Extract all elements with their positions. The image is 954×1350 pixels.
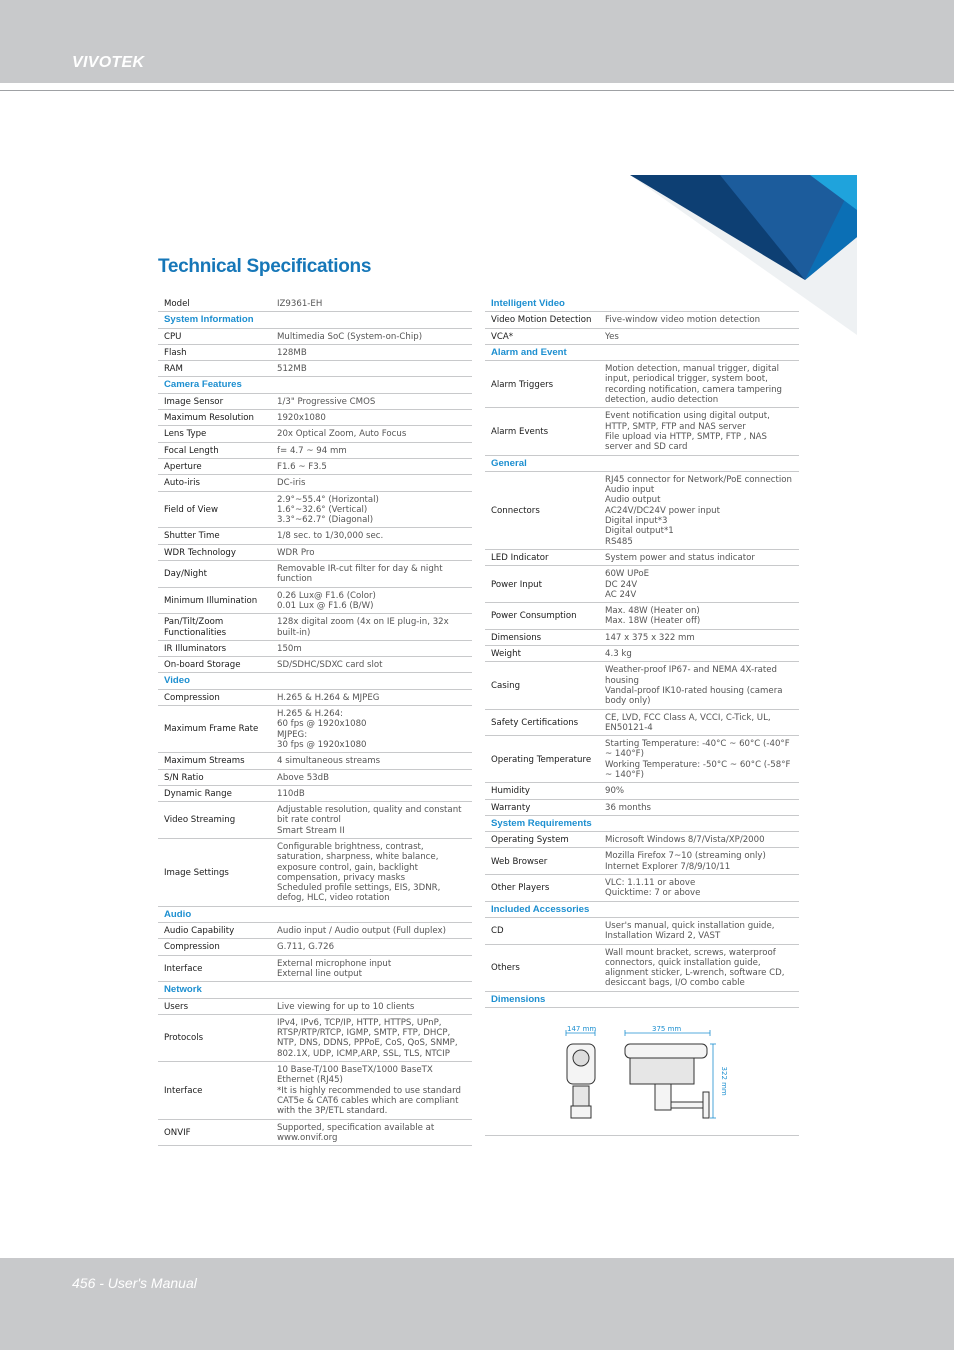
spec-value: 10 Base-T/100 BaseTX/1000 BaseTX Ethernet (RJ45) *It is highly recommended to use standard CAT5e & CAT6 cables which are compliant with the 3P/ETL standard. [277, 1065, 461, 1117]
spec-row [158, 410, 472, 426]
spec-value: IZ9361-EH [277, 299, 323, 309]
spec-row [485, 361, 799, 408]
page-title: Technical Specifications [158, 256, 372, 277]
spec-row [485, 646, 799, 662]
spec-value: Multimedia SoC (System-on-Chip) [277, 331, 423, 342]
spec-row [158, 657, 472, 673]
spec-row [158, 475, 472, 491]
dimensions-drawing [485, 1008, 799, 1136]
spec-key: Web Browser [491, 856, 548, 867]
spec-row [158, 426, 472, 442]
spec-key: Users [164, 1001, 189, 1012]
spec-value: User's manual, quick installation guide, Installation Wizard 2, VAST [605, 920, 775, 942]
spec-row [158, 802, 472, 839]
spec-value: Motion detection, manual trigger, digital input, periodical trigger, system boot, recording notification, camera tampering detection, audio detection [605, 364, 783, 406]
spec-row [158, 329, 472, 345]
spec-value: 20x Optical Zoom, Auto Focus [277, 429, 407, 440]
spec-key: VCA* [491, 331, 514, 342]
spec-row [158, 1120, 472, 1147]
spec-key: Maximum Frame Rate [164, 724, 259, 735]
dimension-label: 375 mm [652, 1025, 682, 1034]
spec-key: Flash [164, 347, 187, 358]
spec-key: Dimensions [491, 632, 542, 643]
spec-key: Model [164, 299, 190, 309]
brand-logo: VIVOTEK [72, 54, 145, 71]
spec-value: 60W UPoE DC 24V AC 24V [605, 569, 650, 600]
page-footer [0, 1258, 954, 1350]
spec-value: 128x digital zoom (4x on IE plug-in, 32x built-in) [277, 617, 449, 638]
spec-key: Interface [164, 963, 203, 974]
spec-value: Adjustable resolution, quality and constant bit rate control Smart Stream II [277, 805, 462, 836]
spec-value: RJ45 connector for Network/PoE connection Audio input Audio output AC24V/DC24V power input Digital input*3 Digital output*1 RS485 [605, 474, 792, 547]
spec-key: Interface [164, 1085, 203, 1096]
spec-key: WDR Technology [164, 547, 236, 558]
spec-value: H.265 & H.264: 60 fps @ 1920x1080 MJPEG: 30 fps @ 1920x1080 [277, 709, 367, 750]
spec-value: Audio input / Audio output (Full duplex) [277, 926, 446, 937]
section-heading: Camera Features [158, 377, 472, 393]
spec-value: Microsoft Windows 8/7/Vista/XP/2000 [605, 835, 765, 846]
spec-value: External microphone input External line output [277, 958, 392, 979]
spec-row [485, 329, 799, 345]
spec-row [158, 753, 472, 769]
spec-value: 1/8 sec. to 1/30,000 sec. [277, 531, 384, 542]
dimension-label: 147 mm [567, 1025, 597, 1034]
spec-key: Connectors [491, 505, 540, 516]
spec-value: G.711, G.726 [277, 942, 335, 953]
spec-row [485, 312, 799, 328]
spec-value: 1920x1080 [277, 413, 326, 424]
spec-key: Day/Night [164, 569, 207, 580]
spec-value: 1/3" Progressive CMOS [277, 396, 376, 407]
spec-key: Focal Length [164, 445, 219, 456]
spec-key: Power Consumption [491, 611, 577, 622]
spec-value: DC-iris [277, 478, 306, 489]
spec-key: Auto-iris [164, 478, 200, 489]
spec-value: 128MB [277, 347, 307, 358]
spec-key: Image Sensor [164, 396, 224, 407]
spec-value: SD/SDHC/SDXC card slot [277, 660, 383, 671]
spec-value: H.265 & H.264 & MJPEG [277, 692, 380, 703]
spec-value: Supported, specification available at www.onvif.org [277, 1122, 435, 1143]
spec-value: Configurable brightness, contrast, saturation, sharpness, white balance, exposure control, gain, backlight compensation, privacy masks Scheduled profile settings, EIS, 3DNR, defog, HLC, video rotation [277, 841, 441, 904]
section-heading: Dimensions [485, 992, 799, 1008]
spec-key: Video Motion Detection [491, 315, 592, 326]
spec-value: 150m [277, 643, 302, 654]
spec-row [158, 999, 472, 1015]
spec-key: Protocols [164, 1033, 204, 1044]
spec-key: Lens Type [164, 429, 207, 440]
spec-value: 512MB [277, 364, 307, 375]
spec-key: Power Input [491, 579, 542, 590]
spec-row [158, 770, 472, 786]
section-heading: Included Accessories [485, 902, 799, 918]
spec-key: Operating System [491, 835, 569, 846]
spec-value: 36 months [605, 802, 652, 813]
spec-value: F1.6 ~ F3.5 [277, 461, 327, 472]
spec-row [485, 603, 799, 630]
section-heading: Audio [158, 907, 472, 923]
spec-row [485, 550, 799, 566]
spec-key: RAM [164, 364, 183, 375]
spec-value: Removable IR-cut filter for day & night function [277, 564, 443, 585]
spec-row [158, 706, 472, 753]
camera-dimension-diagram [485, 1008, 799, 1135]
spec-value: Five-window video motion detection [605, 315, 761, 326]
section-heading: Network [158, 982, 472, 998]
spec-key: On-board Storage [164, 660, 241, 671]
spec-row [485, 783, 799, 799]
spec-value: Mozilla Firefox 7~10 (streaming only) Internet Explorer 7/8/9/10/11 [605, 851, 766, 872]
spec-value: CE, LVD, FCC Class A, VCCI, C-Tick, UL, EN50121-4 [605, 712, 771, 733]
section-heading: Alarm and Event [485, 345, 799, 361]
spec-key: Weight [491, 649, 521, 660]
spec-row [158, 923, 472, 939]
spec-row [485, 408, 799, 455]
spec-value: VLC: 1.1.11 or above Quicktime: 7 or above [605, 878, 701, 899]
spec-value: 2.9°~55.4° (Horizontal) 1.6°~32.6° (Vertical) 3.3°~62.7° (Diagonal) [277, 494, 379, 526]
spec-row [158, 561, 472, 588]
spec-key: Field of View [164, 504, 218, 515]
spec-row [158, 588, 472, 615]
spec-row [485, 800, 799, 816]
spec-key: Video Streaming [164, 815, 236, 826]
spec-row [485, 832, 799, 848]
spec-row [485, 662, 799, 709]
spec-key: CPU [164, 331, 182, 342]
spec-row [485, 472, 799, 550]
spec-key: Casing [491, 680, 521, 691]
spec-value: Above 53dB [277, 772, 329, 783]
spec-value: IPv4, IPv6, TCP/IP, HTTP, HTTPS, UPnP, RTSP/RTP/RTCP, IGMP, SMTP, FTP, DHCP, NTP, DNS, DDNS, PPPoE, CoS, QoS, SNMP, 802.1X, UDP, ICMP,ARP, SSL, TLS, NTCIP [277, 1017, 458, 1059]
spec-key: Operating Temperature [491, 754, 592, 765]
spec-row [158, 614, 472, 641]
spec-row [158, 361, 472, 377]
spec-key: Dynamic Range [164, 788, 232, 799]
spec-key: Pan/Tilt/Zoom Functionalities [164, 617, 227, 638]
spec-value: Weather-proof IP67- and NEMA 4X-rated housing Vandal-proof IK10-rated housing (camera body only) [605, 665, 783, 707]
spec-key: Compression [164, 942, 220, 953]
spec-value: Wall mount bracket, screws, waterproof connectors, quick installation guide, alignment sticker, L-wrench, software CD, desiccant bags, I/O combo cable [605, 947, 785, 989]
spec-row [158, 459, 472, 475]
spec-row [158, 492, 472, 529]
section-heading: Intelligent Video [485, 296, 799, 312]
dimension-label: 322 mm [719, 1066, 728, 1096]
spec-key: Other Players [491, 883, 550, 894]
spec-row [485, 630, 799, 646]
spec-key: Humidity [491, 786, 530, 797]
spec-row [158, 690, 472, 706]
section-heading: Video [158, 673, 472, 689]
spec-value: Live viewing for up to 10 clients [277, 1001, 415, 1012]
spec-value: 4 simultaneous streams [277, 756, 381, 767]
spec-key: ONVIF [164, 1127, 191, 1138]
header-divider [0, 90, 954, 91]
spec-key: Alarm Events [491, 426, 549, 437]
spec-value: Event notification using digital output, HTTP, SMTP, FTP and NAS server File upload via HTTP, SMTP, FTP , NAS server and SD card [605, 411, 770, 453]
spec-row [485, 918, 799, 945]
spec-row [158, 545, 472, 561]
spec-key: Minimum Illumination [164, 595, 258, 606]
spec-row [158, 839, 472, 907]
spec-row [485, 566, 799, 603]
spec-row [158, 345, 472, 361]
section-heading: System Information [158, 312, 472, 328]
spec-row [158, 443, 472, 459]
spec-key: S/N Ratio [164, 772, 204, 783]
spec-key: Maximum Streams [164, 756, 245, 767]
spec-value: Starting Temperature: -40°C ~ 60°C (-40°F ~ 140°F) Working Temperature: -50°C ~ 60°C (-58°F ~ 140°F) [605, 739, 791, 780]
spec-table-right [485, 296, 799, 1136]
spec-key: Warranty [491, 802, 531, 813]
spec-row [485, 848, 799, 875]
spec-value: 4.3 kg [605, 649, 632, 660]
spec-table-left [158, 296, 472, 1146]
section-heading: System Requirements [485, 816, 799, 832]
spec-row [158, 641, 472, 657]
spec-row [158, 296, 472, 312]
section-heading: General [485, 456, 799, 472]
spec-row [158, 528, 472, 544]
spec-row [485, 736, 799, 783]
spec-key: Others [491, 962, 520, 973]
spec-key: CD [491, 926, 504, 937]
spec-row [158, 786, 472, 802]
spec-value: 147 x 375 x 322 mm [605, 632, 695, 643]
spec-key: Shutter Time [164, 531, 220, 542]
spec-row [158, 394, 472, 410]
spec-value: 90% [605, 786, 625, 797]
spec-row [158, 1062, 472, 1119]
spec-value: 110dB [277, 788, 305, 799]
spec-value: Max. 48W (Heater on) Max. 18W (Heater off) [605, 606, 701, 627]
spec-row [485, 710, 799, 737]
footer-page-label: 456 - User's Manual [72, 1275, 197, 1291]
spec-row [485, 875, 799, 902]
spec-key: Audio Capability [164, 926, 235, 937]
spec-row [158, 939, 472, 955]
spec-key: Aperture [164, 461, 202, 472]
spec-key: Image Settings [164, 867, 229, 878]
spec-value: Yes [605, 331, 619, 342]
spec-row [485, 945, 799, 992]
spec-row [158, 956, 472, 983]
spec-key: LED Indicator [491, 552, 549, 563]
spec-row [158, 1015, 472, 1062]
spec-key: Maximum Resolution [164, 413, 254, 424]
spec-key: Compression [164, 692, 220, 703]
spec-key: Alarm Triggers [491, 379, 554, 390]
spec-key: IR Illuminators [164, 643, 227, 654]
spec-value: f= 4.7 ~ 94 mm [277, 445, 347, 456]
spec-key: Safety Certifications [491, 717, 579, 728]
spec-value: 0.26 Lux@ F1.6 (Color) 0.01 Lux @ F1.6 (B/W) [277, 590, 376, 611]
spec-value: WDR Pro [277, 547, 315, 558]
spec-value: System power and status indicator [605, 552, 755, 563]
